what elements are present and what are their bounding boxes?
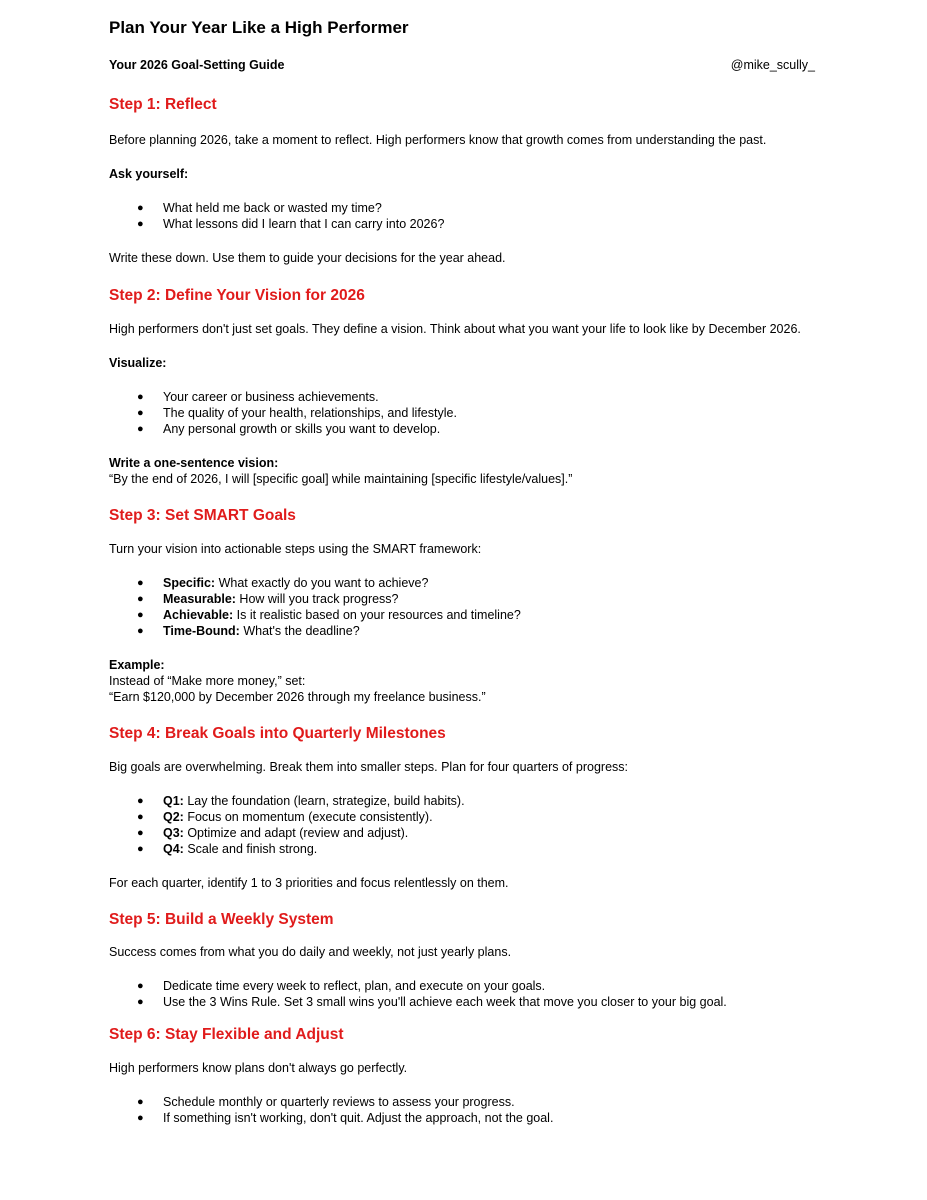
step-3-bullet-list [109,575,829,639]
bullet-icon: ● [137,625,144,637]
bullet-icon: ● [137,609,144,621]
step-3-intro: Turn your vision into actionable steps using the SMART framework: [109,542,482,556]
list-item: ● Measurable: How will you track progress? [137,592,399,606]
step-3-section [109,505,829,705]
step-4-intro: Big goals are overwhelming. Break them into smaller steps. Plan for four quarters of progress: [109,760,628,774]
list-item: ● Time-Bound: What's the deadline? [137,624,360,638]
step-4-section [109,723,829,891]
bullet-icon: ● [137,391,144,403]
bullet-icon: ● [137,407,144,419]
step-6-heading: Step 6: Stay Flexible and Adjust [109,1026,344,1043]
list-item: ● Schedule monthly or quarterly reviews to assess your progress. [137,1095,515,1109]
bullet-icon: ● [137,827,144,839]
step-4-heading: Step 4: Break Goals into Quarterly Milestones [109,725,446,742]
step-3-heading: Step 3: Set SMART Goals [109,507,296,524]
subtitle-row [109,58,815,72]
list-item: ● Specific: What exactly do you want to achieve? [137,576,429,590]
bullet-icon: ● [137,1096,144,1108]
step-2-bullet-list [109,389,829,437]
bullet-icon: ● [137,218,144,230]
list-item: ● Q4: Scale and finish strong. [137,842,318,856]
step-6-section [109,1024,829,1126]
step-3-example-line-2: “Earn $120,000 by December 2026 through my freelance business.” [109,690,486,704]
step-5-heading: Step 5: Build a Weekly System [109,911,334,928]
list-item: ● What lessons did I learn that I can carry into 2026? [137,217,445,231]
page-title: Plan Your Year Like a High Performer [109,18,409,37]
bullet-icon: ● [137,843,144,855]
list-item: ● Q3: Optimize and adapt (review and adjust). [137,826,409,840]
bullet-icon: ● [137,811,144,823]
list-item: ● Q2: Focus on momentum (execute consistently). [137,810,433,824]
list-item: ● Achievable: Is it realistic based on your resources and timeline? [137,608,521,622]
step-3-example-label: Example: [109,658,165,672]
bullet-icon: ● [137,593,144,605]
list-item: ● Use the 3 Wins Rule. Set 3 small wins you'll achieve each week that move you closer to your big goal. [137,995,727,1009]
step-2-heading: Step 2: Define Your Vision for 2026 [109,287,365,304]
bullet-icon: ● [137,996,144,1008]
step-5-section [109,909,829,1010]
step-3-example-line-1: Instead of “Make more money,” set: [109,674,306,688]
step-6-intro: High performers know plans don't always go perfectly. [109,1061,408,1075]
bullet-icon: ● [137,577,144,589]
bullet-icon: ● [137,795,144,807]
step-1-section [109,94,829,266]
bullet-icon: ● [137,1112,144,1124]
step-1-ask-label: Ask yourself: [109,167,189,181]
step-2-vision-text: “By the end of 2026, I will [specific goal] while maintaining [specific lifestyle/values].” [109,472,573,486]
author-handle: @mike_scully_ [730,58,815,72]
step-2-visualize-label: Visualize: [109,356,167,370]
list-item: ● Your career or business achievements. [137,390,379,404]
step-2-vision-label: Write a one-sentence vision: [109,456,279,470]
bullet-icon: ● [137,423,144,435]
list-item: ● The quality of your health, relationships, and lifestyle. [137,406,457,420]
document-content [109,94,829,1126]
bullet-icon: ● [137,202,144,214]
step-1-outro: Write these down. Use them to guide your decisions for the year ahead. [109,251,506,265]
list-item: ● If something isn't working, don't quit. Adjust the approach, not the goal. [137,1111,554,1125]
step-4-bullet-list [109,793,829,857]
list-item: ● What held me back or wasted my time? [137,201,382,215]
step-1-intro: Before planning 2026, take a moment to reflect. High performers know that growth comes from understanding the past. [109,133,767,147]
step-2-intro: High performers don't just set goals. They define a vision. Think about what you want your life to look like by December 2026. [109,322,801,336]
bullet-icon: ● [137,980,144,992]
list-item: ● Q1: Lay the foundation (learn, strategize, build habits). [137,794,465,808]
step-2-section [109,285,829,487]
step-6-bullet-list [109,1094,829,1126]
step-4-outro: For each quarter, identify 1 to 3 priorities and focus relentlessly on them. [109,876,509,890]
step-5-intro: Success comes from what you do daily and weekly, not just yearly plans. [109,945,512,959]
step-1-heading: Step 1: Reflect [109,96,217,113]
step-1-bullet-list [109,200,829,232]
list-item: ● Dedicate time every week to reflect, plan, and execute on your goals. [137,979,546,993]
list-item: ● Any personal growth or skills you want to develop. [137,422,441,436]
guide-subtitle: Your 2026 Goal-Setting Guide [109,58,285,72]
step-5-bullet-list [109,978,829,1010]
